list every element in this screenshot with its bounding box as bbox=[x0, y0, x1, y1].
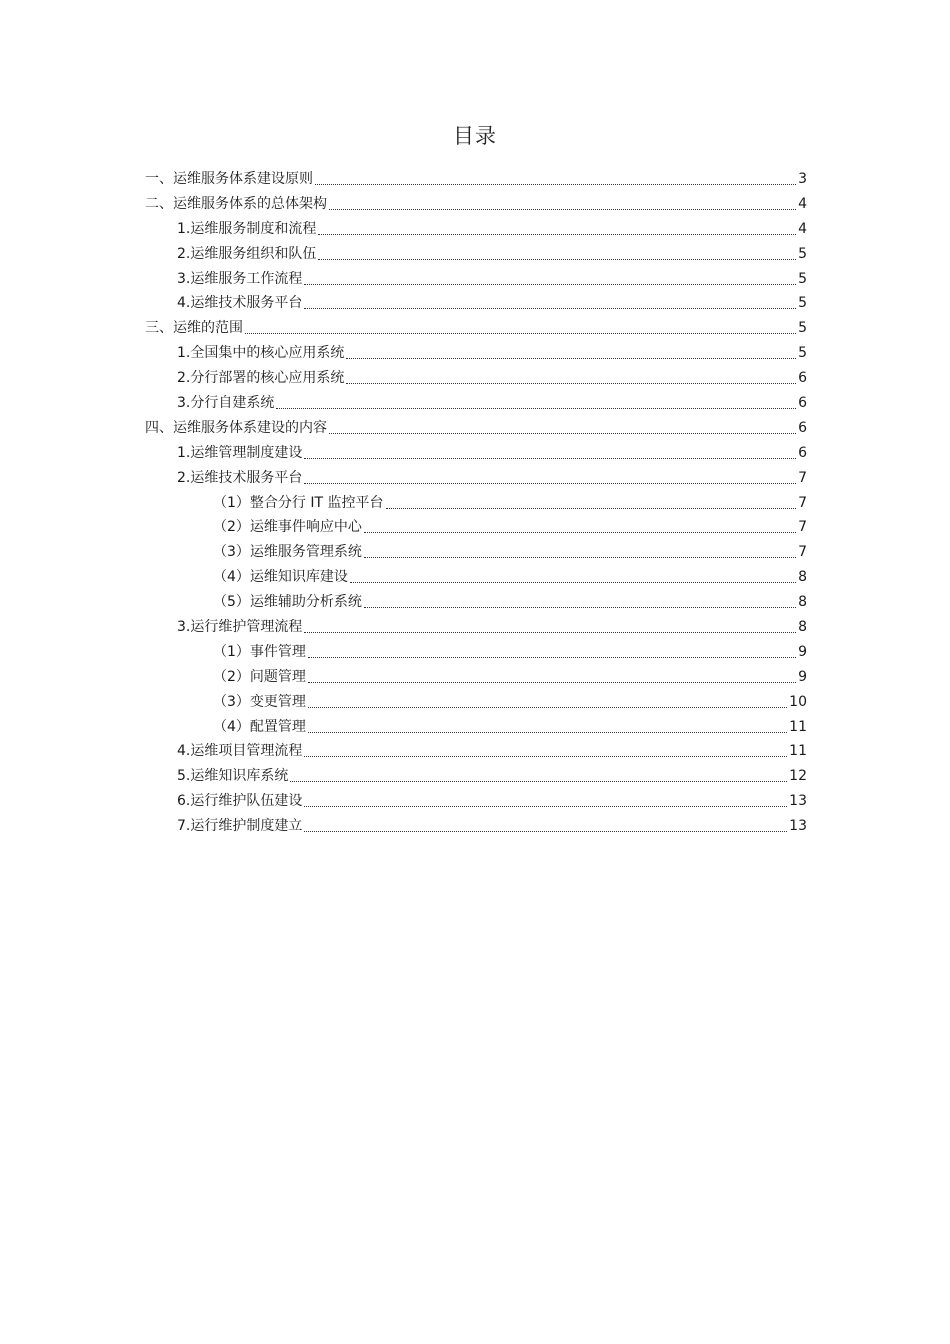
toc-entry-text: 1.全国集中的核心应用系统 bbox=[177, 345, 345, 362]
toc-entry[interactable] bbox=[145, 764, 807, 789]
toc-entry-page-number: 13 bbox=[789, 818, 807, 835]
toc-dot-leader bbox=[304, 284, 796, 285]
toc-entry[interactable] bbox=[145, 715, 807, 740]
toc-entry[interactable] bbox=[145, 814, 807, 839]
toc-entry-text: 4.运维技术服务平台 bbox=[177, 295, 303, 312]
toc-entry-text: 二、运维服务体系的总体架构 bbox=[145, 195, 327, 212]
toc-entry-text: （3）运维服务管理系统 bbox=[213, 544, 362, 561]
toc-entry[interactable] bbox=[145, 615, 807, 640]
toc-entry-page-number: 6 bbox=[798, 444, 807, 461]
toc-entry-text: （5）运维辅助分析系统 bbox=[213, 594, 362, 611]
toc-entry[interactable] bbox=[145, 640, 807, 665]
toc-entry[interactable] bbox=[145, 167, 807, 192]
toc-entry-page-number: 8 bbox=[798, 619, 807, 636]
toc-dot-leader bbox=[304, 756, 787, 757]
toc-dot-leader bbox=[329, 209, 796, 210]
toc-entry-page-number: 3 bbox=[798, 171, 807, 187]
toc-dot-leader bbox=[329, 433, 796, 434]
toc-entry-text: 1.运维管理制度建设 bbox=[177, 444, 303, 461]
toc-entry-text: 7.运行维护制度建立 bbox=[177, 818, 303, 835]
toc-entry[interactable] bbox=[145, 192, 807, 217]
toc-entry-page-number: 9 bbox=[798, 643, 807, 660]
toc-entry-text: 5.运维知识库系统 bbox=[177, 768, 289, 785]
toc-entry[interactable] bbox=[145, 291, 807, 316]
toc-dot-leader bbox=[346, 383, 796, 384]
toc-dot-leader bbox=[308, 732, 787, 733]
toc-dot-leader bbox=[364, 557, 796, 558]
toc-entry[interactable] bbox=[145, 416, 807, 441]
toc-entry[interactable] bbox=[145, 466, 807, 491]
toc-entry-page-number: 6 bbox=[798, 395, 807, 412]
toc-dot-leader bbox=[315, 184, 796, 185]
toc-entry[interactable] bbox=[145, 789, 807, 814]
toc-entry-text: （1）整合分行 IT 监控平台 bbox=[213, 494, 384, 511]
toc-entry-text: （4）配置管理 bbox=[213, 718, 306, 735]
toc-dot-leader bbox=[304, 308, 796, 309]
toc-dot-leader bbox=[386, 508, 797, 509]
toc-entry-page-number: 13 bbox=[789, 793, 807, 810]
toc-entry-page-number: 6 bbox=[798, 419, 807, 436]
toc-entry-text: 2.运维服务组织和队伍 bbox=[177, 245, 317, 262]
toc-entry[interactable] bbox=[145, 491, 807, 516]
toc-entry[interactable] bbox=[145, 690, 807, 715]
toc-entry[interactable] bbox=[145, 739, 807, 764]
toc-entry[interactable] bbox=[145, 242, 807, 267]
toc-entry-text: （1）事件管理 bbox=[213, 643, 306, 660]
toc-entry-page-number: 5 bbox=[798, 245, 807, 262]
toc-entry-page-number: 5 bbox=[798, 320, 807, 337]
toc-dot-leader bbox=[318, 259, 796, 260]
toc-entry[interactable] bbox=[145, 540, 807, 565]
toc-entry-text: 2.运维技术服务平台 bbox=[177, 469, 303, 486]
toc-entry-page-number: 6 bbox=[798, 370, 807, 387]
toc-entry-page-number: 11 bbox=[789, 718, 807, 735]
toc-entry-text: （2）问题管理 bbox=[213, 668, 306, 685]
toc-entry-page-number: 9 bbox=[798, 668, 807, 685]
toc-entry-text: （4）运维知识库建设 bbox=[213, 569, 348, 586]
toc-entry-text: 1.运维服务制度和流程 bbox=[177, 220, 317, 237]
toc-dot-leader bbox=[308, 657, 796, 658]
toc-entry-page-number: 7 bbox=[798, 519, 807, 536]
toc-entry-text: （3）变更管理 bbox=[213, 693, 306, 710]
toc-entry[interactable] bbox=[145, 341, 807, 366]
toc-entry-page-number: 8 bbox=[798, 594, 807, 611]
toc-entry-text: 三、运维的范围 bbox=[145, 320, 243, 337]
toc-dot-leader bbox=[350, 582, 796, 583]
toc-entry-page-number: 7 bbox=[798, 544, 807, 561]
toc-entry[interactable] bbox=[145, 515, 807, 540]
toc-entry-text: 3.分行自建系统 bbox=[177, 395, 275, 412]
toc-entry-page-number: 4 bbox=[798, 220, 807, 237]
toc-entry-page-number: 7 bbox=[798, 494, 807, 511]
toc-dot-leader bbox=[364, 532, 796, 533]
toc-entry[interactable] bbox=[145, 391, 807, 416]
toc-dot-leader bbox=[304, 632, 796, 633]
toc-dot-leader bbox=[290, 781, 787, 782]
toc-entry[interactable] bbox=[145, 590, 807, 615]
toc-entry-text: （2）运维事件响应中心 bbox=[213, 519, 362, 536]
toc-entry[interactable] bbox=[145, 441, 807, 466]
toc-dot-leader bbox=[364, 607, 796, 608]
toc-entry-page-number: 12 bbox=[789, 768, 807, 785]
toc-entry[interactable] bbox=[145, 665, 807, 690]
toc-entry-page-number: 4 bbox=[798, 195, 807, 212]
toc-entry[interactable] bbox=[145, 316, 807, 341]
toc-entry[interactable] bbox=[145, 366, 807, 391]
toc-entry-page-number: 5 bbox=[798, 295, 807, 312]
toc-entry[interactable] bbox=[145, 565, 807, 590]
toc-entry-text: 四、运维服务体系建设的内容 bbox=[145, 419, 327, 436]
toc-dot-leader bbox=[304, 806, 787, 807]
toc-entry-page-number: 7 bbox=[798, 469, 807, 486]
toc-dot-leader bbox=[245, 333, 796, 334]
toc-entry-text: 3.运行维护管理流程 bbox=[177, 619, 303, 636]
toc-entry-page-number: 8 bbox=[798, 569, 807, 586]
toc-list bbox=[145, 167, 807, 839]
toc-entry[interactable] bbox=[145, 267, 807, 292]
toc-entry-text: 3.运维服务工作流程 bbox=[177, 270, 303, 287]
toc-dot-leader bbox=[346, 358, 796, 359]
toc-dot-leader bbox=[308, 707, 787, 708]
toc-dot-leader bbox=[276, 408, 796, 409]
toc-dot-leader bbox=[304, 483, 796, 484]
toc-entry-text: 4.运维项目管理流程 bbox=[177, 743, 303, 760]
toc-dot-leader bbox=[304, 831, 787, 832]
toc-entry-text: 6.运行维护队伍建设 bbox=[177, 793, 303, 810]
toc-entry-page-number: 5 bbox=[798, 345, 807, 362]
toc-dot-leader bbox=[304, 458, 796, 459]
toc-entry-page-number: 10 bbox=[789, 693, 807, 710]
toc-dot-leader bbox=[318, 234, 796, 235]
toc-entry[interactable] bbox=[145, 217, 807, 242]
toc-title: 目录 bbox=[453, 124, 497, 148]
toc-entry-text: 2.分行部署的核心应用系统 bbox=[177, 370, 345, 387]
toc-entry-page-number: 5 bbox=[798, 270, 807, 287]
toc-entry-text: 一、运维服务体系建设原则 bbox=[145, 171, 313, 187]
toc-dot-leader bbox=[308, 682, 796, 683]
toc-entry-page-number: 11 bbox=[789, 743, 807, 760]
